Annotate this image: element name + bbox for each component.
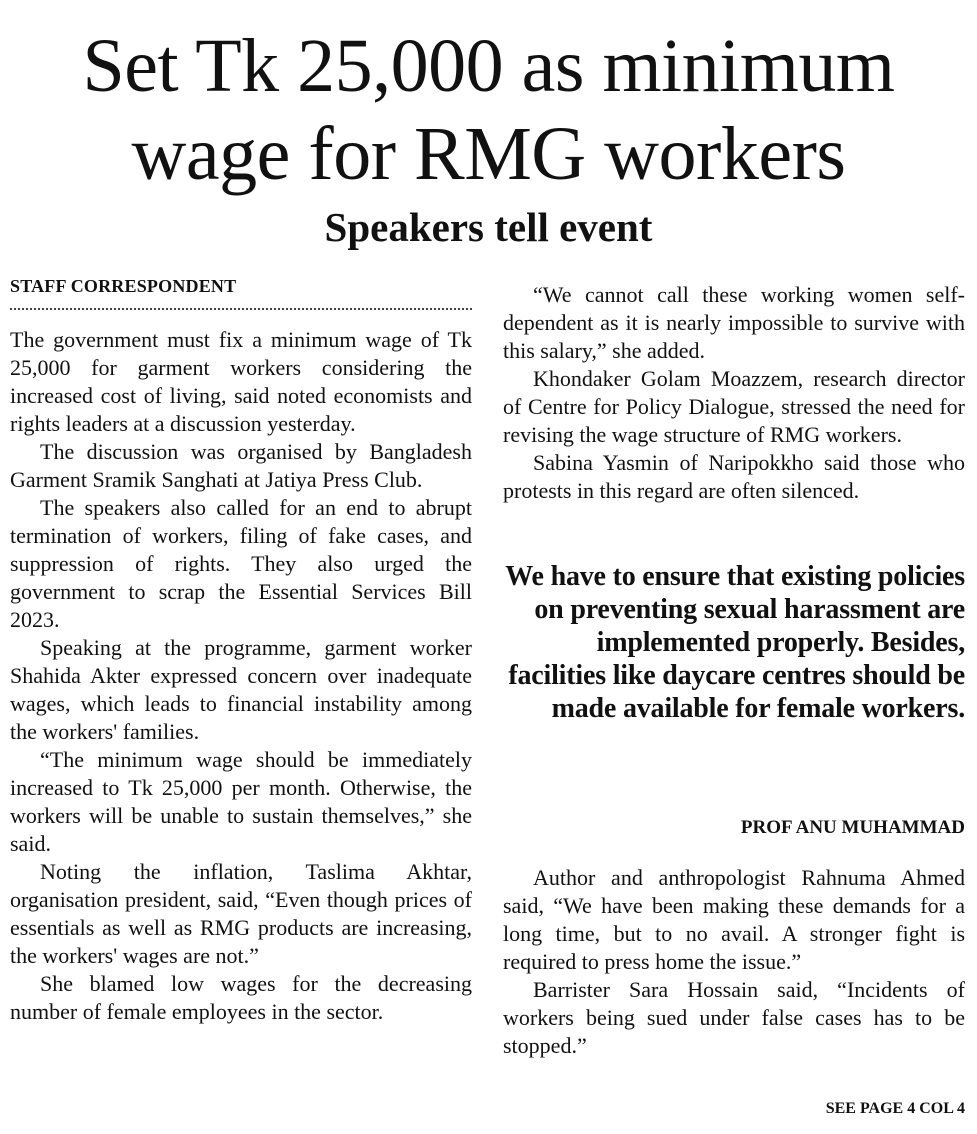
pull-quote: We have to ensure that existing policies on preventing sexual harassment are implemented properly. Besides, facilities like daycare centres should be made available for female workers. (505, 561, 965, 724)
paragraph: Barrister Sara Hossain said, “Incidents of workers being sued under false cases has to be stopped.” (503, 977, 965, 1058)
headline-line-2: wage for RMG workers (131, 112, 846, 196)
headline (0, 22, 977, 198)
paragraph: “We cannot call these working women self-dependent as it is nearly impossible to survive with this salary,” she added. (503, 282, 965, 363)
paragraph: Speaking at the programme, garment worker Shahida Akter expressed concern over inadequate wages, which leads to financial instability among the workers' families. (10, 635, 472, 744)
paragraph: Khondaker Golam Moazzem, research director of Centre for Policy Dialogue, stressed the need for revising the wage structure of RMG workers. (503, 366, 965, 447)
dotted-divider (10, 308, 472, 310)
paragraph: The speakers also called for an end to abrupt termination of workers, filing of fake cases, and suppression of rights. They also urged the government to scrap the Essential Services Bill 2023. (10, 495, 472, 632)
left-column (10, 326, 472, 1026)
pull-quote-attribution: PROF ANU MUHAMMAD (740, 817, 965, 838)
headline-line-1: Set Tk 25,000 as minimum (82, 24, 895, 108)
paragraph: The government must fix a minimum wage of Tk 25,000 for garment workers considering the increased cost of living, said noted economists and rights leaders at a discussion yesterday. (10, 327, 472, 436)
subheadline: Speakers tell event (324, 204, 653, 250)
paragraph: Noting the inflation, Taslima Akhtar, organisation president, said, “Even though prices of essentials as well as RMG products are increasing, the workers' wages are not.” (10, 859, 472, 968)
paragraph: She blamed low wages for the decreasing number of female employees in the sector. (10, 971, 472, 1024)
paragraph: Sabina Yasmin of Naripokkho said those who protests in this regard are often silenced. (503, 450, 965, 503)
byline: STAFF CORRESPONDENT (10, 276, 237, 296)
paragraph: “The minimum wage should be immediately increased to Tk 25,000 per month. Otherwise, the workers will be unable to sustain themselves,” she said. (10, 747, 472, 856)
right-column-top (503, 281, 965, 505)
continuation-link[interactable]: SEE PAGE 4 COL 4 (825, 1100, 965, 1117)
right-column-bottom (503, 864, 965, 1060)
paragraph: Author and anthropologist Rahnuma Ahmed said, “We have been making these demands for a long time, but to no avail. A stronger fight is required to press home the issue.” (503, 865, 965, 974)
paragraph: The discussion was organised by Bangladesh Garment Sramik Sanghati at Jatiya Press Club. (10, 439, 472, 492)
